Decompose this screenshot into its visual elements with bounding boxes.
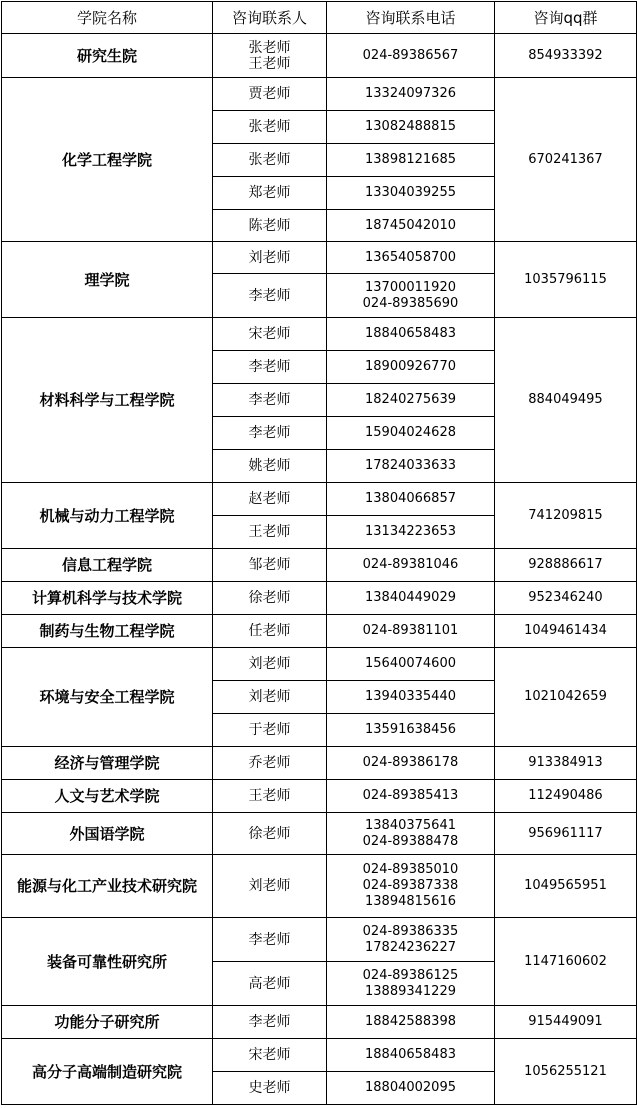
contact-phone: 13304039255 [327,177,495,210]
contact-phone: 15640074600 [327,648,495,681]
contact-person: 王老师 [213,516,327,549]
table-row [2,1039,637,1072]
table-row [2,1006,637,1039]
contact-person: 邹老师 [213,549,327,582]
contact-phone: 18840658483 [327,1039,495,1072]
contact-person: 乔老师 [213,747,327,780]
college-name: 研究生院 [2,34,213,78]
contact-phone: 13324097326 [327,78,495,111]
college-name: 外国语学院 [2,813,213,855]
contact-person: 李老师 [213,274,327,318]
contact-person: 徐老师 [213,813,327,855]
college-name: 材料科学与工程学院 [2,318,213,483]
contact-phone: 024-89385413 [327,780,495,813]
contact-person: 任老师 [213,615,327,648]
qq-group: 854933392 [495,34,637,78]
contact-person: 张老师 王老师 [213,34,327,78]
contact-person: 史老师 [213,1072,327,1105]
qq-group: 1056255121 [495,1039,637,1105]
contact-phone: 13134223653 [327,516,495,549]
header-phone: 咨询联系电话 [327,2,495,34]
college-name: 制药与生物工程学院 [2,615,213,648]
contact-person: 刘老师 [213,855,327,918]
college-name: 化学工程学院 [2,78,213,242]
contact-person: 陈老师 [213,210,327,242]
contact-phone: 024-89381046 [327,549,495,582]
contact-person: 宋老师 [213,318,327,351]
table-row [2,747,637,780]
college-name: 能源与化工产业技术研究院 [2,855,213,918]
contact-phone: 18840658483 [327,318,495,351]
qq-group: 913384913 [495,747,637,780]
contact-person: 李老师 [213,417,327,450]
table-row [2,549,637,582]
contact-person: 王老师 [213,780,327,813]
contact-phone: 13840375641 024-89388478 [327,813,495,855]
college-name: 环境与安全工程学院 [2,648,213,747]
table-row [2,648,637,681]
contact-person: 刘老师 [213,648,327,681]
qq-group: 1147160602 [495,918,637,1006]
qq-group: 915449091 [495,1006,637,1039]
contact-person: 高老师 [213,962,327,1006]
contact-person: 李老师 [213,1006,327,1039]
contact-phone: 13700011920 024-89385690 [327,274,495,318]
qq-group: 1035796115 [495,242,637,318]
table-row [2,918,637,962]
contact-table [1,1,637,1105]
contact-phone: 13940335440 [327,681,495,714]
college-name: 装备可靠性研究所 [2,918,213,1006]
contact-person: 刘老师 [213,681,327,714]
table-row [2,318,637,351]
contact-person: 贾老师 [213,78,327,111]
contact-person: 徐老师 [213,582,327,615]
college-name: 经济与管理学院 [2,747,213,780]
table-row [2,855,637,918]
contact-phone: 024-89381101 [327,615,495,648]
contact-person: 姚老师 [213,450,327,483]
header-contact: 咨询联系人 [213,2,327,34]
contact-person: 郑老师 [213,177,327,210]
qq-group: 1049461434 [495,615,637,648]
contact-person: 李老师 [213,351,327,384]
header-college: 学院名称 [2,2,213,34]
contact-phone: 024-89386335 17824236227 [327,918,495,962]
qq-group: 952346240 [495,582,637,615]
college-name: 机械与动力工程学院 [2,483,213,549]
contact-phone: 18745042010 [327,210,495,242]
contact-phone: 024-89385010 024-89387338 13894815616 [327,855,495,918]
table-row [2,34,637,78]
college-name: 计算机科学与技术学院 [2,582,213,615]
college-name: 功能分子研究所 [2,1006,213,1039]
contact-phone: 18804002095 [327,1072,495,1105]
qq-group: 884049495 [495,318,637,483]
table-row [2,483,637,516]
contact-phone: 13898121685 [327,144,495,177]
college-name: 高分子高端制造研究院 [2,1039,213,1105]
contact-person: 刘老师 [213,242,327,274]
table-row [2,78,637,111]
contact-phone: 13840449029 [327,582,495,615]
header-qq: 咨询qq群 [495,2,637,34]
college-name: 人文与艺术学院 [2,780,213,813]
qq-group: 1021042659 [495,648,637,747]
contact-phone: 024-89386567 [327,34,495,78]
contact-person: 张老师 [213,111,327,144]
contact-phone: 15904024628 [327,417,495,450]
table-row [2,242,637,274]
table-row [2,582,637,615]
contact-person: 李老师 [213,918,327,962]
qq-group: 1049565951 [495,855,637,918]
contact-person: 于老师 [213,714,327,747]
contact-phone: 024-89386178 [327,747,495,780]
contact-person: 宋老师 [213,1039,327,1072]
table-body [2,34,637,1105]
contact-person: 张老师 [213,144,327,177]
contact-phone: 13082488815 [327,111,495,144]
qq-group: 741209815 [495,483,637,549]
contact-phone: 17824033633 [327,450,495,483]
table-row [2,813,637,855]
contact-phone: 18900926770 [327,351,495,384]
header-row [2,2,637,34]
contact-phone: 13591638456 [327,714,495,747]
college-name: 信息工程学院 [2,549,213,582]
contact-phone: 18842588398 [327,1006,495,1039]
contact-person: 李老师 [213,384,327,417]
contact-phone: 13654058700 [327,242,495,274]
contact-phone: 13804066857 [327,483,495,516]
college-name: 理学院 [2,242,213,318]
qq-group: 956961117 [495,813,637,855]
table-row [2,615,637,648]
qq-group: 670241367 [495,78,637,242]
contact-phone: 18240275639 [327,384,495,417]
qq-group: 112490486 [495,780,637,813]
contact-phone: 024-89386125 13889341229 [327,962,495,1006]
contact-person: 赵老师 [213,483,327,516]
table-row [2,780,637,813]
qq-group: 928886617 [495,549,637,582]
